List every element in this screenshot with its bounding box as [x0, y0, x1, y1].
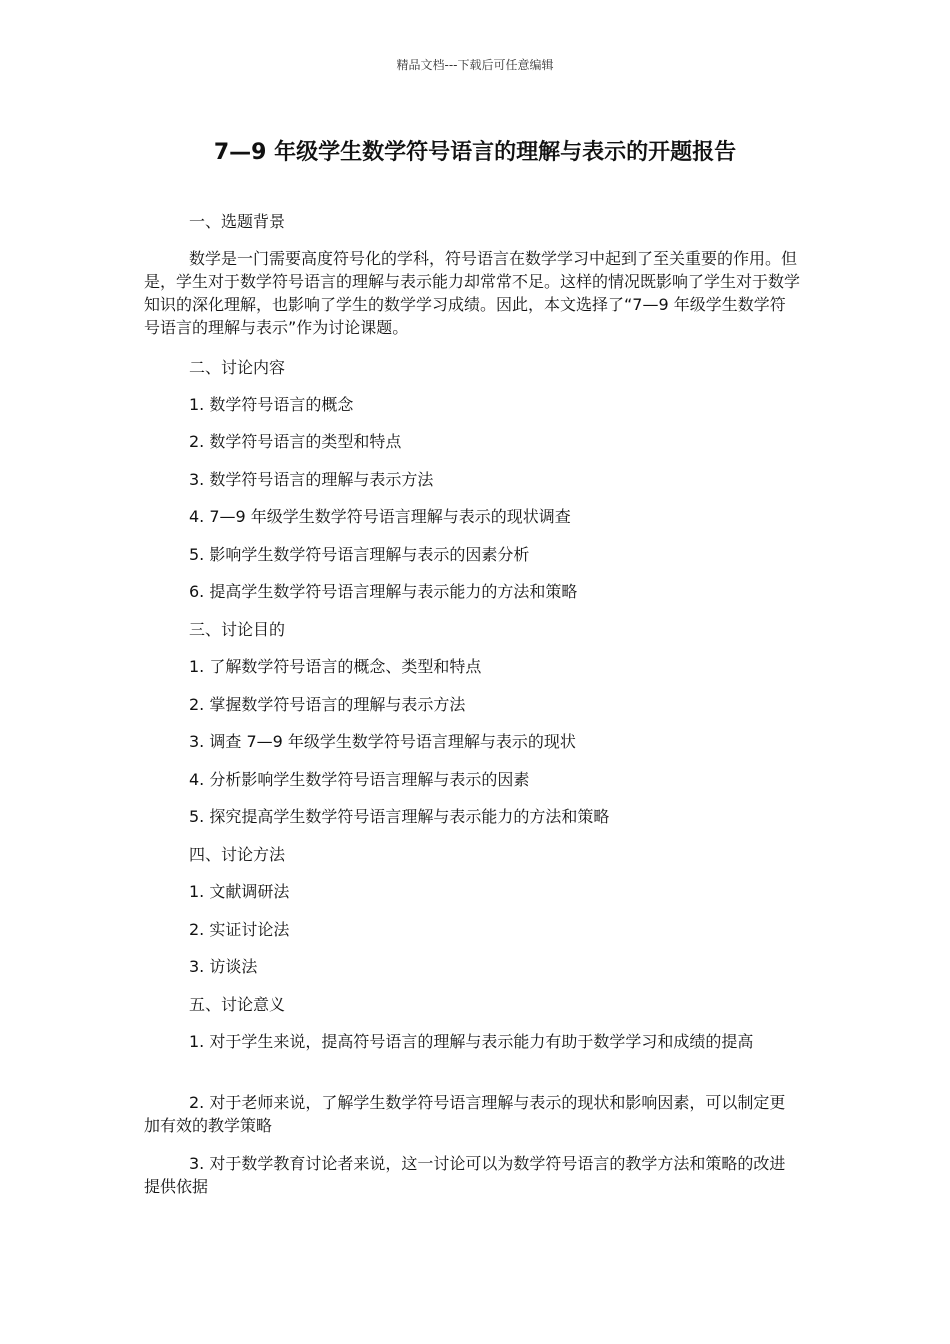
- goal-item: 2. 掌握数学符号语言的理解与表示方法: [189, 695, 466, 714]
- background-paragraph: 数学是一门需要高度符号化的学科，符号语言在数学学习中起到了至关重要的作用。但是，学生对于数学符号语言的理解与表示能力却常常不足。这样的情况既影响了学生对于数学知识的深化理解，也影响了学生的数学学习成绩。因此，本文选择了“7—9 年级学生数学符号语言的理解与表示”作为讨论课题。: [144, 249, 801, 337]
- section-heading-content: 二、讨论内容: [189, 358, 286, 377]
- significance-item: 2. 对于老师来说，了解学生数学符号语言理解与表示的现状和影响因素，可以制定更加有效的教学策略: [144, 1093, 786, 1135]
- goal-item: 5. 探究提高学生数学符号语言理解与表示能力的方法和策略: [189, 807, 610, 826]
- goal-item: 3. 调查 7—9 年级学生数学符号语言理解与表示的现状: [189, 732, 576, 751]
- section-heading-background: 一、选题背景: [189, 212, 286, 231]
- section-heading-goals: 三、讨论目的: [189, 620, 286, 639]
- document-title: 7—9 年级学生数学符号语言的理解与表示的开题报告: [213, 140, 737, 165]
- content-item: 6. 提高学生数学符号语言理解与表示能力的方法和策略: [189, 582, 578, 601]
- goal-item: 1. 了解数学符号语言的概念、类型和特点: [189, 657, 482, 676]
- content-item: 2. 数学符号语言的类型和特点: [189, 432, 402, 451]
- significance-item: 3. 对于数学教育讨论者来说，这一讨论可以为数学符号语言的教学方法和策略的改进提供依据: [144, 1154, 786, 1196]
- content-item: 3. 数学符号语言的理解与表示方法: [189, 470, 434, 489]
- section-heading-methods: 四、讨论方法: [189, 845, 286, 864]
- method-item: 3. 访谈法: [189, 957, 258, 976]
- goal-item: 4. 分析影响学生数学符号语言理解与表示的因素: [189, 770, 530, 789]
- content-item: 4. 7—9 年级学生数学符号语言理解与表示的现状调查: [189, 507, 571, 526]
- method-item: 1. 文献调研法: [189, 882, 290, 901]
- method-item: 2. 实证讨论法: [189, 920, 290, 939]
- section-heading-significance: 五、讨论意义: [189, 995, 286, 1014]
- significance-item: 1. 对于学生来说，提高符号语言的理解与表示能力有助于数学学习和成绩的提高: [189, 1032, 754, 1051]
- page-header: 精品文档---下载后可任意编辑: [396, 58, 554, 72]
- content-item: 5. 影响学生数学符号语言理解与表示的因素分析: [189, 545, 530, 564]
- content-item: 1. 数学符号语言的概念: [189, 395, 354, 414]
